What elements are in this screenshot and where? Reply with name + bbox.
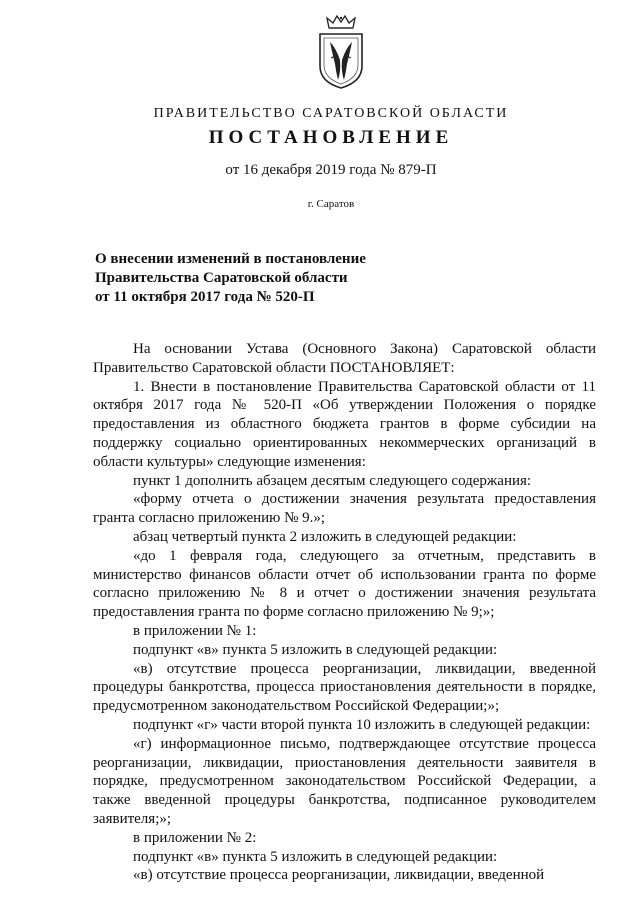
body-paragraph: «до 1 февраля года, следующего за отчетным, представить в министерство финансов области отчет об использовании гранта по форме согласно приложению № 8 и отчет о достижении значения результата предоставления гранта по форме согласно приложению № 9;»; bbox=[93, 547, 596, 621]
decree-body bbox=[93, 340, 596, 885]
body-paragraph: пункт 1 дополнить абзацем десятым следующего содержания: bbox=[133, 472, 532, 489]
decree-date-number: от 16 декабря 2019 года № 879-П bbox=[225, 162, 437, 178]
decree-subject bbox=[95, 250, 515, 307]
body-paragraph: На основании Устава (Основного Закона) Саратовской области Правительство Саратовской области ПОСТАНОВЛЯЕТ: bbox=[93, 341, 596, 376]
coat-of-arms-icon bbox=[317, 14, 365, 90]
body-paragraph: в приложении № 2: bbox=[133, 829, 257, 846]
subject-line: О внесении изменений в постановление bbox=[95, 251, 366, 267]
body-paragraph: «в) отсутствие процесса реорганизации, ликвидации, введенной процедуры банкротства, процесса приостановления деятельности в порядке, предусмотренном законодательством Российской Федерации;»; bbox=[93, 660, 596, 715]
document-type: ПОСТАНОВЛЕНИЕ bbox=[208, 127, 454, 148]
body-paragraph: в приложении № 1: bbox=[133, 622, 257, 639]
body-paragraph: «в) отсутствие процесса реорганизации, ликвидации, введенной bbox=[133, 867, 545, 884]
body-paragraph: подпункт «г» части второй пункта 10 изложить в следующей редакции: bbox=[133, 716, 591, 733]
issue-city: г. Саратов bbox=[307, 198, 355, 210]
subject-line: от 11 октября 2017 года № 520-П bbox=[95, 289, 315, 305]
subject-line: Правительства Саратовской области bbox=[95, 270, 348, 286]
government-name: ПРАВИТЕЛЬСТВО САРАТОВСКОЙ ОБЛАСТИ bbox=[153, 106, 509, 121]
body-paragraph: «г) информационное письмо, подтверждающее отсутствие процесса реорганизации, ликвидации, приостановления деятельности заявителя в порядке, предусмотренном законодательством Российской Федерации, а также введенной процедуры банкротства, подписанное руководителем заявителя;»; bbox=[93, 735, 596, 827]
body-paragraph: 1. Внести в постановление Правительства Саратовской области от 11 октября 2017 года № 520-П «Об утверждении Положения о порядке предоставления из областного бюджета грантов в форме субсидии на поддержку социально ориентированных некоммерческих организаций в области культуры» следующие изменения: bbox=[93, 378, 596, 470]
body-paragraph: подпункт «в» пункта 5 изложить в следующей редакции: bbox=[133, 848, 498, 865]
body-paragraph: подпункт «в» пункта 5 изложить в следующей редакции: bbox=[133, 641, 498, 658]
body-paragraph: «форму отчета о достижении значения результата предоставления гранта согласно приложению № 9.»; bbox=[93, 491, 596, 527]
body-paragraph: абзац четвертый пункта 2 изложить в следующей редакции: bbox=[133, 528, 517, 545]
